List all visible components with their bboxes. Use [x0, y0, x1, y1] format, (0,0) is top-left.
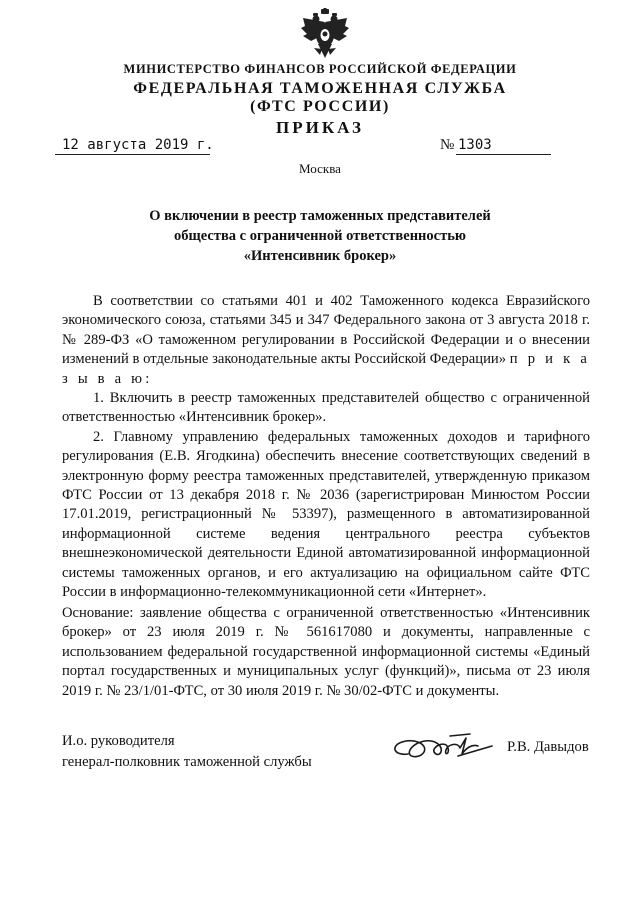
order-date: 12 августа 2019 г. — [62, 137, 214, 153]
order-colon: : — [145, 370, 150, 387]
document-body — [62, 292, 590, 603]
coat-of-arms-emblem-icon — [299, 8, 351, 60]
document-title — [0, 206, 640, 266]
order-number-label: № — [440, 137, 455, 153]
city: Москва — [299, 161, 341, 176]
ministry-name: МИНИСТЕРСТВО ФИНАНСОВ РОССИЙСКОЙ ФЕДЕРАЦИИ — [123, 62, 517, 76]
document-title-line2: общества с ограниченной ответственностью — [174, 228, 466, 244]
preamble-text: В соответствии со статьями 401 и 402 Таможенного кодекса Евразийского экономического союза, статьями 345 и 347 Федерального закона от 3 августа 2018 г. № 289-ФЗ «О таможенном регулировании в Российской Федерации и о внесении изменений в отдельные законодательные акты Российской Федерации» — [62, 293, 590, 368]
signatory-position-line1: И.о. руководителя — [62, 733, 175, 749]
preamble-paragraph — [62, 292, 590, 389]
document-title-line1: О включении в реестр таможенных представителей — [149, 208, 491, 224]
signatory-position-line2: генерал-полковник таможенной службы — [62, 754, 312, 770]
order-item-1: 1. Включить в реестр таможенных представителей общество с ограниченной ответственностью «Интенсивник брокер». — [62, 390, 590, 426]
date-underline — [55, 154, 210, 155]
document-title-line3: «Интенсивник брокер» — [243, 248, 397, 264]
service-name-line1: ФЕДЕРАЛЬНАЯ ТАМОЖЕННАЯ СЛУЖБА — [133, 80, 507, 97]
number-underline — [456, 154, 551, 155]
signatory-name: Р.В. Давыдов — [507, 739, 589, 755]
order-item-2: 2. Главному управлению федеральных таможенных доходов и тарифного регулирования (Е.В. Ягодкина) обеспечить внесение соответствующих сведений в электронную форму реестра таможенных представителей, утвержденную приказом ФТС России от 13 декабря 2018 г. № 2036 (зарегистрирован Минюстом России 17.01.2019, регистрационный № 53397), размещенного в автоматизированной информационной системе ведения центрального реестра субъектов внешнеэкономической деятельности Единой автоматизированной информационной системы таможенных органов, и его актуализацию на официальном сайте ФТС России в информационно-телекоммуникационной сети «Интернет». — [62, 428, 590, 601]
order-word: п р и к а з ы в а ю — [62, 351, 590, 387]
document-type: ПРИКАЗ — [276, 118, 364, 137]
signatory-position — [62, 731, 312, 773]
service-name-line2: (ФТС РОССИИ) — [250, 98, 390, 115]
order-number: 1303 — [458, 137, 492, 153]
service-name — [0, 80, 640, 116]
handwritten-signature-icon — [388, 726, 496, 768]
basis-paragraph: Основание: заявление общества с ограниченной ответственностью «Интенсивник брокер» от 23 июля 2019 г. № 561617080 и документы, направленные с использованием федеральной государственной информационной системы «Единый портал государственных и муниципальных услуг (функций)», письма от 23 июля 2019 г. № 23/1/01-ФТС, от 30 июля 2019 г. № 30/02-ФТС и документы. — [62, 605, 590, 699]
